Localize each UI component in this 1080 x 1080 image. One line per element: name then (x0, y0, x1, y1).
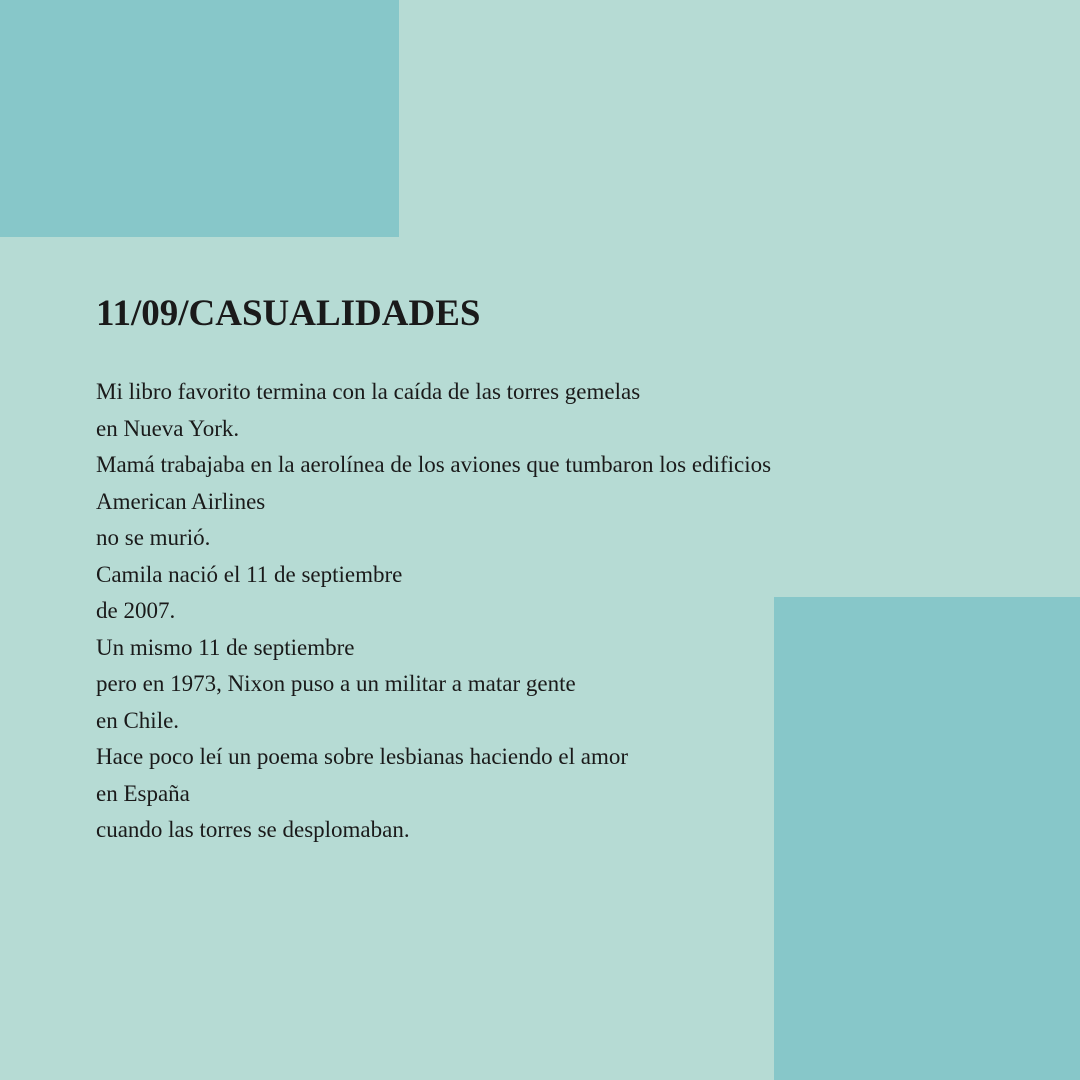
poem-line: pero en 1973, Nixon puso a un militar a matar gente (96, 671, 576, 696)
poem-line: en España (96, 780, 190, 806)
poem-line: American Airlines (96, 488, 266, 514)
decorative-block-bottom-right (774, 597, 1080, 1080)
poem-line: Hace poco leí un poema sobre lesbianas haciendo el amor (96, 744, 628, 769)
poem-line: no se murió. (96, 525, 211, 550)
poem-line: Un mismo 11 de septiembre (96, 634, 355, 660)
poem-line: Mi libro favorito termina con la caída de las torres gemelas (96, 379, 641, 404)
poem-body (96, 374, 771, 849)
poem-line: Camila nació el 11 de septiembre (96, 561, 403, 587)
poem-line: Mamá trabajaba en la aerolínea de los aviones que tumbaron los edificios (96, 452, 772, 477)
poem-line: de 2007. (96, 598, 176, 623)
decorative-block-top-left (0, 0, 399, 237)
poem-title: 11/09/CASUALIDADES (96, 293, 481, 334)
poem-line: en Nueva York. (96, 415, 240, 441)
poem-line: en Chile. (96, 707, 180, 733)
poem-line: cuando las torres se desplomaban. (96, 817, 410, 842)
